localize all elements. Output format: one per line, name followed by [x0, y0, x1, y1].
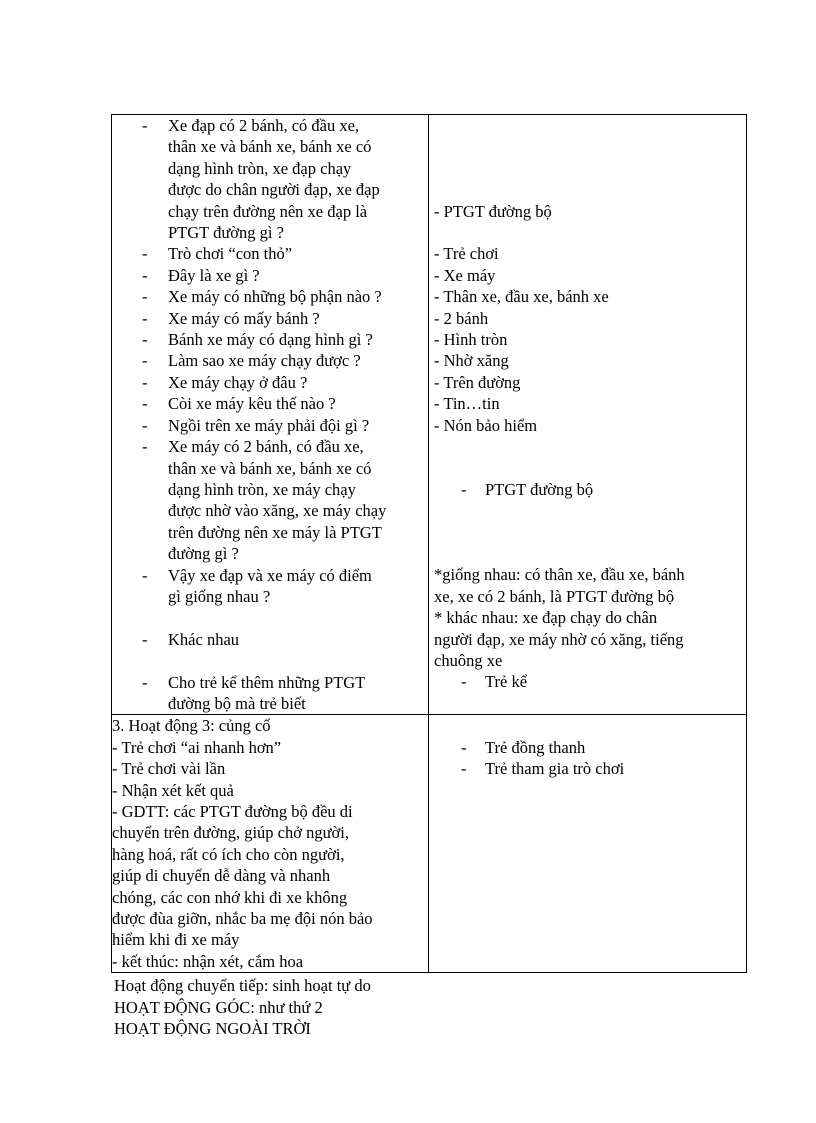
text-line: - kết thúc: nhận xét, cắm hoa — [112, 951, 304, 971]
list-item: - Xe máy chạy ở đâu ? — [142, 372, 308, 392]
activity-table — [111, 114, 747, 973]
section-heading: 3. Hoạt động 3: củng cố — [112, 716, 271, 736]
list-item: - Vậy xe đạp và xe máy có điểm gì giống nhau ? — [142, 565, 372, 606]
response-item: - 2 bánh — [434, 308, 489, 328]
response-item: *giống nhau: có thân xe, đầu xe, bánh — [434, 565, 685, 585]
list-item: - Xe máy có mấy bánh ? — [142, 308, 320, 328]
response-item: - Xe máy — [434, 265, 496, 285]
response-item: - Trẻ tham gia trò chơi — [461, 759, 625, 779]
list-item: - Trò chơi “con thỏ” — [142, 244, 293, 264]
text-line: chuyển trên đường, giúp chở người, — [112, 823, 349, 843]
list-item: - Xe máy có những bộ phận nào ? — [142, 287, 382, 307]
text-line: - GDTT: các PTGT đường bộ đều di — [112, 801, 353, 821]
consolidation-responses-cell — [429, 715, 747, 973]
list-item: - Ngồi trên xe máy phải đội gì ? — [142, 415, 370, 435]
after-table-notes — [111, 975, 746, 1039]
response-item: chuông xe — [434, 651, 503, 670]
text-line: được đùa giỡn, nhắc ba mẹ đội nón bảo — [112, 909, 373, 928]
corner-activity-line: HOẠT ĐỘNG GÓC: như thứ 2 — [114, 997, 323, 1017]
response-item: - Trẻ đồng thanh — [461, 737, 586, 757]
list-item: - Xe đạp có 2 bánh, có đầu xe, thân xe và bánh xe, bánh xe có dạng hình tròn, xe đạp chạy được do chân người đạp, xe đạp chạy trên đường nên xe đạp là PTGT đường gì ? — [142, 116, 380, 243]
text-line: - Trẻ chơi “ai nhanh hơn” — [112, 737, 282, 757]
table-row — [112, 715, 747, 973]
response-item: - PTGT đường bộ — [461, 479, 594, 499]
list-item: - Khác nhau — [142, 629, 240, 649]
transition-activity-line: Hoạt động chuyển tiếp: sinh hoạt tự do — [114, 976, 371, 996]
text-line: hàng hoá, rất có ích cho còn người, — [112, 844, 345, 864]
text-line: chóng, các con nhớ khi đi xe không — [112, 887, 348, 907]
child-responses-cell — [429, 115, 747, 715]
response-item: - Trên đường — [434, 372, 521, 392]
response-item: xe, xe có 2 bánh, là PTGT đường bộ — [434, 586, 675, 606]
response-item: - Trẻ kể — [461, 672, 528, 692]
response-item: - Tin…tin — [434, 394, 500, 414]
text-line: giúp di chuyển dễ dàng và nhanh — [112, 866, 331, 886]
text-line: - Nhận xét kết quả — [112, 780, 234, 800]
teacher-activities-cell — [112, 115, 429, 715]
response-item: - Nón bảo hiểm — [434, 415, 538, 435]
response-item: - Trẻ chơi — [434, 244, 499, 264]
outdoor-activity-line: HOẠT ĐỘNG NGOÀI TRỜI — [114, 1019, 311, 1039]
text-line: hiểm khi đi xe máy — [112, 930, 240, 950]
list-item: - Xe máy có 2 bánh, có đầu xe, thân xe và bánh xe, bánh xe có dạng hình tròn, xe máy chạy được nhờ vào xăng, xe máy chạy trên đường nên xe máy là PTGT đường gì ? — [142, 437, 387, 564]
list-item: - Cho trẻ kể thêm những PTGT đường bộ mà trẻ biết — [142, 672, 366, 713]
list-item: - Đây là xe gì ? — [142, 265, 260, 285]
response-item: * khác nhau: xe đạp chạy do chân — [434, 608, 658, 628]
table-row — [112, 115, 747, 715]
response-item: - Thân xe, đầu xe, bánh xe — [434, 287, 609, 307]
response-item: người đạp, xe máy nhờ có xăng, tiếng — [434, 629, 684, 649]
response-item: - PTGT đường bộ — [434, 201, 552, 221]
list-item: - Bánh xe máy có dạng hình gì ? — [142, 330, 373, 350]
list-item: - Làm sao xe máy chạy được ? — [142, 351, 361, 371]
document-page — [111, 114, 746, 1039]
consolidation-cell — [112, 715, 429, 973]
response-item: - Hình tròn — [434, 329, 508, 349]
text-line: - Trẻ chơi vài lần — [112, 759, 226, 779]
response-item: - Nhờ xăng — [434, 351, 509, 371]
list-item: - Còi xe máy kêu thế nào ? — [142, 394, 336, 414]
